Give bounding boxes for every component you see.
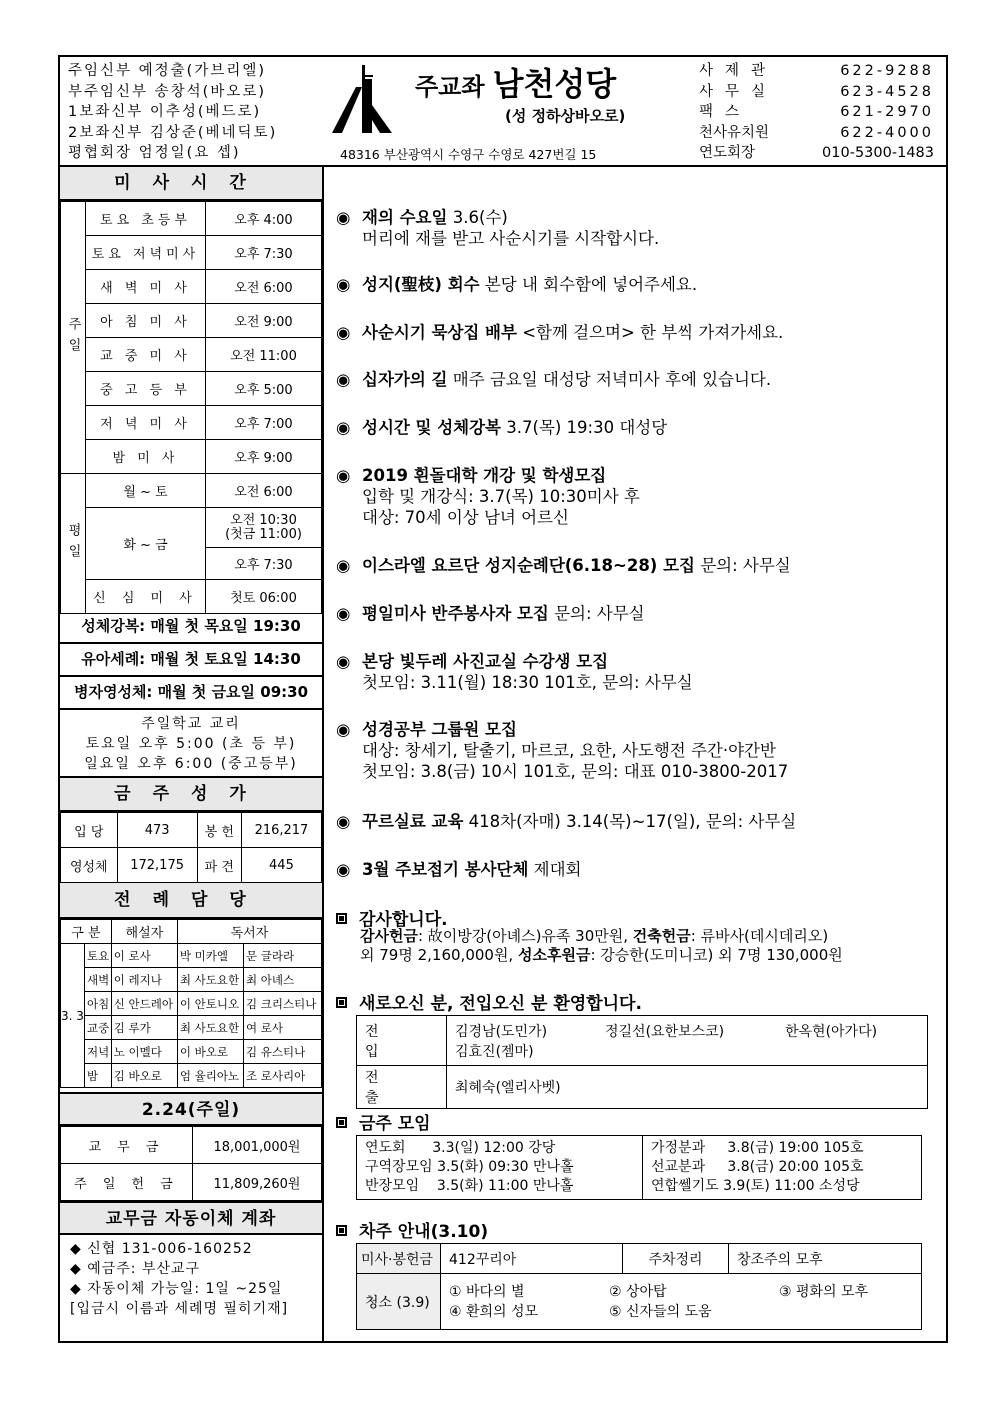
left-column <box>60 167 324 1343</box>
announcement <box>336 603 645 624</box>
staff-list <box>68 61 277 164</box>
contact-label: 연도회장 <box>699 145 756 161</box>
cell: 이 로사 <box>111 944 177 968</box>
announcement-line: 대상: 70세 이상 남녀 어르신 <box>362 508 569 527</box>
staff-item: 주임신부 예정출(가브리엘) <box>68 63 266 79</box>
announcement-text: 매주 금요일 대성당 저녁미사 후에 있습니다. <box>447 370 772 389</box>
cleaning-group: ① 바다의 별 <box>449 1283 525 1300</box>
announcement-text: 3.7(목) 19:30 대성당 <box>501 418 668 437</box>
circle-bullet-icon: ◉ <box>336 720 351 739</box>
contact-value: 621-2970 <box>840 104 934 120</box>
announcement <box>336 274 697 295</box>
announcement-line: 첫모임: 3.11(월) 18:30 101호, 문의: 사무실 <box>362 673 693 692</box>
hymns-table <box>60 812 322 883</box>
cell: 이 바오로 <box>177 1040 243 1064</box>
announcement <box>336 207 659 249</box>
cell: 교 무 금 <box>61 1127 193 1164</box>
announcement-title: 성경공부 그룹원 모집 <box>362 720 517 739</box>
cell: 교중 <box>85 1016 112 1040</box>
announcement-line: 대상: 창세기, 탈출기, 마르코, 요한, 사도행전 주간·야간반 <box>362 741 776 760</box>
contact-item <box>699 61 934 82</box>
cell: 새벽 <box>85 968 112 992</box>
account-item: ◆ 자동이체 가능일: 1일 ~25일 <box>70 1281 283 1297</box>
next-week-section <box>336 1217 488 1242</box>
announcement <box>336 651 693 693</box>
announcement-text: 제대회 <box>528 860 582 879</box>
announcement-title: 본당 빛두레 사진교실 수강생 모집 <box>362 652 609 671</box>
time-note: (첫금 11:00) <box>225 526 302 542</box>
label: 건축헌금 <box>632 927 691 945</box>
mass-times-table <box>60 201 322 614</box>
cleaning-group: ⑤ 신자들의 도움 <box>609 1303 712 1320</box>
contact-value: 010-5300-1483 <box>822 145 934 161</box>
circle-bullet-icon: ◉ <box>336 860 351 879</box>
contact-value: 623-4528 <box>840 83 934 100</box>
announcement-title: 재의 수요일 <box>362 208 448 227</box>
church-logo-icon <box>332 65 392 135</box>
cell: 저 녁 미 사 <box>86 406 206 440</box>
announcement <box>336 465 640 528</box>
cell: 오후 7:30 <box>206 236 322 270</box>
cleaning-group: ③ 평화의 모후 <box>779 1283 869 1300</box>
announcement-line: 첫모임: 3.8(금) 10시 101호, 문의: 대표 010-3800-2017 <box>362 762 789 781</box>
cell: 김 바오로 <box>111 1064 177 1088</box>
address: 48316 부산광역시 수영구 수영로 427번길 15 <box>340 147 597 162</box>
contact-item <box>699 143 934 164</box>
welcome-table <box>356 1015 928 1109</box>
account-info <box>70 1239 288 1319</box>
cell: 172,175 <box>117 848 197 883</box>
circle-bullet-icon: ◉ <box>336 604 351 623</box>
cell: 새 벽 미 사 <box>86 270 206 304</box>
announcement <box>336 322 783 343</box>
cell: 교 중 미 사 <box>86 338 206 372</box>
circle-bullet-icon: ◉ <box>336 370 351 389</box>
announcement-title: 꾸르실료 교육 <box>362 812 464 831</box>
announcement-title: 성시간 및 성체강복 <box>362 418 502 437</box>
announcements <box>326 167 946 1343</box>
cleaning-label: 청소 (3.9) <box>357 1274 441 1330</box>
circle-bullet-icon: ◉ <box>336 208 351 227</box>
title-main: 남천성당 <box>492 65 617 103</box>
cell: 토요 <box>85 944 112 968</box>
sunday-school-line: 일요일 오후 6:00 (중고등부) <box>84 756 298 772</box>
cell: 오전 11:00 <box>206 338 322 372</box>
contact-label: 팩스 <box>699 104 752 120</box>
section-title: 차주 안내(3.10) <box>359 1222 489 1242</box>
announcement <box>336 417 667 438</box>
meeting: 연도회 3.3(일) 12:00 강당 <box>365 1140 556 1156</box>
welcome-section <box>336 989 642 1014</box>
announcement <box>336 811 796 832</box>
staff-item: 1보좌신부 이추성(베드로) <box>68 104 262 120</box>
cell: 오후 9:00 <box>206 440 322 474</box>
church-name <box>415 59 616 105</box>
cell: 토요 초등부 <box>86 202 206 236</box>
sunday-label: 주일 <box>61 202 86 474</box>
cell: 김 유스티나 <box>244 1040 322 1064</box>
time: 오전 10:30 <box>230 512 297 528</box>
name: 김효진(젬마) <box>455 1043 534 1060</box>
cell: 이 안토니오 <box>177 992 243 1016</box>
thanks-body <box>360 927 843 965</box>
label: 감사헌금 <box>360 927 418 945</box>
contact-item <box>699 102 934 123</box>
cell: 아침 <box>85 992 112 1016</box>
title-prefix: 주교좌 <box>415 73 485 101</box>
mass-offering-label: 미사·봉헌금 <box>357 1244 441 1274</box>
announcement-title: 평일미사 반주봉사자 모집 <box>362 604 549 623</box>
cell: 445 <box>241 848 321 883</box>
staff-item: 2보좌신부 김상준(베네딕토) <box>68 124 278 141</box>
contact-label: 사제관 <box>699 63 778 79</box>
name: 정길선(요한보스코) <box>605 1023 725 1040</box>
announcement-line: 머리에 재를 받고 사순시기를 시작합시다. <box>362 229 660 248</box>
cell: 신 심 미 사 <box>86 580 206 614</box>
cell: 신 안드레아 <box>111 992 177 1016</box>
cell: 문 글라라 <box>244 944 322 968</box>
circle-bullet-icon: ◉ <box>336 652 351 671</box>
finance-title: 2.24(주일) <box>60 1092 322 1126</box>
label: 성소후원금 <box>517 946 591 964</box>
circle-bullet-icon: ◉ <box>336 812 351 831</box>
section-title: 감사합니다. <box>359 910 448 930</box>
cell: 오후 7:00 <box>206 406 322 440</box>
finance-table <box>60 1126 322 1201</box>
announcement-title: 사순시기 묵상집 배부 <box>362 323 517 342</box>
meeting: 선교분과 3.8(금) 20:00 105호 <box>651 1159 864 1175</box>
cell <box>206 508 322 548</box>
cell: 밤 미 사 <box>86 440 206 474</box>
cell: 중 고 등 부 <box>86 372 206 406</box>
contact-label: 사무실 <box>699 83 778 100</box>
sick-communion-info: 병자영성체: 매월 첫 금요일 09:30 <box>60 677 322 710</box>
cell: 조 로사리아 <box>244 1064 322 1088</box>
square-bullet-icon <box>336 997 347 1008</box>
cell: 박 미카엘 <box>177 944 243 968</box>
meeting: 구역장모임 3.5(화) 09:30 만나홀 <box>365 1159 574 1175</box>
contact-item <box>699 123 934 144</box>
cell: 18,001,000원 <box>193 1127 322 1164</box>
circle-bullet-icon: ◉ <box>336 466 351 485</box>
text: : 강승한(도미니코) 외 7명 130,000원 <box>590 946 843 964</box>
announcement-title: 성지(聖枝) 회수 <box>362 275 480 294</box>
contact-item <box>699 82 934 103</box>
announcement-text: <함께 걸으며> 한 부씩 가져가세요. <box>516 323 784 342</box>
weekday-label: 평일 <box>61 474 86 614</box>
cell: 봉 헌 <box>197 813 241 848</box>
cell: 구 분 <box>61 920 112 944</box>
announcement <box>336 719 788 782</box>
cell: 이 레지나 <box>111 968 177 992</box>
cell: 김 루가 <box>111 1016 177 1040</box>
square-bullet-icon <box>336 913 347 924</box>
announcement-title: 3월 주보접기 봉사단체 <box>362 860 529 879</box>
parking-label: 주차정리 <box>623 1244 729 1274</box>
contact-label: 천사유치원 <box>699 124 770 141</box>
announcement-text: 본당 내 회수함에 넣어주세요. <box>479 275 698 294</box>
text: 외 79명 2,160,000원, <box>360 946 518 964</box>
name: 한옥현(아가다) <box>785 1023 878 1040</box>
account-item: ◆ 예금주: 부산교구 <box>70 1261 201 1277</box>
account-title: 교무금 자동이체 계좌 <box>60 1201 322 1235</box>
text: : 류바사(데시데리오) <box>690 927 829 945</box>
announcement <box>336 859 581 880</box>
contact-list <box>699 61 934 164</box>
meetings-section <box>336 1109 431 1134</box>
header <box>60 57 946 167</box>
announcement-title: 십자가의 길 <box>362 370 448 389</box>
cell: 저녁 <box>85 1040 112 1064</box>
mass-times-title: 미사시간 <box>60 167 322 201</box>
cell: 오후 4:00 <box>206 202 322 236</box>
cell: 473 <box>117 813 197 848</box>
cell: 영성체 <box>61 848 118 883</box>
staff-item: 부주임신부 송창석(바오로) <box>68 83 266 100</box>
meeting: 연합쎌기도 3.9(토) 11:00 소성당 <box>651 1178 860 1194</box>
circle-bullet-icon: ◉ <box>336 418 351 437</box>
meetings-table <box>356 1135 922 1200</box>
liturgy-title: 전례담당 <box>60 883 322 919</box>
announcement-line: 입학 및 개강식: 3.7(목) 10:30미사 후 <box>362 487 640 506</box>
cell: 김 크리스티나 <box>244 992 322 1016</box>
sunday-school <box>60 710 322 778</box>
cell: 오후 7:30 <box>206 548 322 580</box>
account-item: ◆ 신협 131-006-160252 <box>70 1241 253 1257</box>
cell: 화 ~ 금 <box>86 508 206 580</box>
cell: 월 ~ 토 <box>86 474 206 508</box>
cell: 해설자 <box>111 920 177 944</box>
cell: 엄 율리아노 <box>177 1064 243 1088</box>
baptism-info: 유아세례: 매월 첫 토요일 14:30 <box>60 644 322 677</box>
name: 김경남(도민가) <box>455 1023 548 1040</box>
date: 3. 3 <box>61 944 85 1088</box>
square-bullet-icon <box>336 1225 347 1236</box>
contact-value: 622-4000 <box>840 124 934 141</box>
parking-value: 창조주의 모후 <box>729 1244 922 1274</box>
announcement-text: 문의: 사무실 <box>548 604 645 623</box>
cell: 토요 저녁미사 <box>86 236 206 270</box>
announcement-text: 3.6(수) <box>447 208 508 227</box>
text: : 故이방강(아녜스)유족 30만원, <box>417 927 633 945</box>
cell: 여 로사 <box>244 1016 322 1040</box>
cell: 오후 5:00 <box>206 372 322 406</box>
next-week-table <box>356 1243 922 1330</box>
hymns-title: 금주성가 <box>60 778 322 812</box>
cleaning-group: ④ 환희의 성모 <box>449 1303 539 1320</box>
square-bullet-icon <box>336 1117 347 1128</box>
cell: 최 사도요한 <box>177 1016 243 1040</box>
circle-bullet-icon: ◉ <box>336 275 351 294</box>
patron: (성 정하상바오로) <box>505 107 626 125</box>
transfer-in-label: 전 입 <box>357 1016 447 1066</box>
cell: 파 견 <box>197 848 241 883</box>
transfer-out-label: 전 출 <box>357 1066 447 1109</box>
section-title: 금주 모임 <box>359 1114 431 1134</box>
contact-value: 622-9288 <box>840 63 934 79</box>
name: 최혜숙(엘리사벳) <box>447 1066 928 1109</box>
liturgy-table <box>60 919 322 1088</box>
announcement-text: 418차(자매) 3.14(목)~17(일), 문의: 사무실 <box>463 812 797 831</box>
cell: 입 당 <box>61 813 118 848</box>
announcement-title: 이스라엘 요르단 성지순례단(6.18~28) 모집 <box>362 556 695 575</box>
circle-bullet-icon: ◉ <box>336 556 351 575</box>
cell: 오전 9:00 <box>206 304 322 338</box>
sunday-school-line: 토요일 오후 5:00 (초 등 부) <box>85 736 297 752</box>
mass-offering-value: 412꾸리아 <box>441 1244 623 1274</box>
cell: 노 이멜다 <box>111 1040 177 1064</box>
cell: 11,809,260원 <box>193 1164 322 1201</box>
cell: 오전 6:00 <box>206 270 322 304</box>
benediction-info: 성체강복: 매월 첫 목요일 19:30 <box>60 611 322 644</box>
meeting: 반장모임 3.5(화) 11:00 만나홀 <box>365 1178 574 1194</box>
cell: 주 일 헌 금 <box>61 1164 193 1201</box>
announcement <box>336 369 771 390</box>
cell: 최 사도요한 <box>177 968 243 992</box>
announcement-text: 문의: 사무실 <box>694 556 791 575</box>
section-title: 새로오신 분, 전입오신 분 환영합니다. <box>359 994 642 1014</box>
meeting: 가정분과 3.8(금) 19:00 105호 <box>651 1140 864 1156</box>
bulletin <box>58 55 948 1343</box>
announcement-title: 2019 흰돌대학 개강 및 학생모집 <box>362 466 607 485</box>
cell: 216,217 <box>241 813 321 848</box>
cell: 밤 <box>85 1064 112 1088</box>
cell: 독서자 <box>177 920 321 944</box>
circle-bullet-icon: ◉ <box>336 323 351 342</box>
staff-item: 평협회장 엄정일(요 셉) <box>68 145 241 161</box>
cell: 최 아녜스 <box>244 968 322 992</box>
account-item: [입금시 이름과 세례명 필히기재] <box>70 1301 289 1317</box>
announcement <box>336 555 791 576</box>
cleaning-group: ② 상아탑 <box>609 1283 667 1300</box>
sunday-school-title: 주일학교 교리 <box>141 716 241 732</box>
cell: 오전 6:00 <box>206 474 322 508</box>
cell: 아 침 미 사 <box>86 304 206 338</box>
cell: 첫토 06:00 <box>206 580 322 614</box>
